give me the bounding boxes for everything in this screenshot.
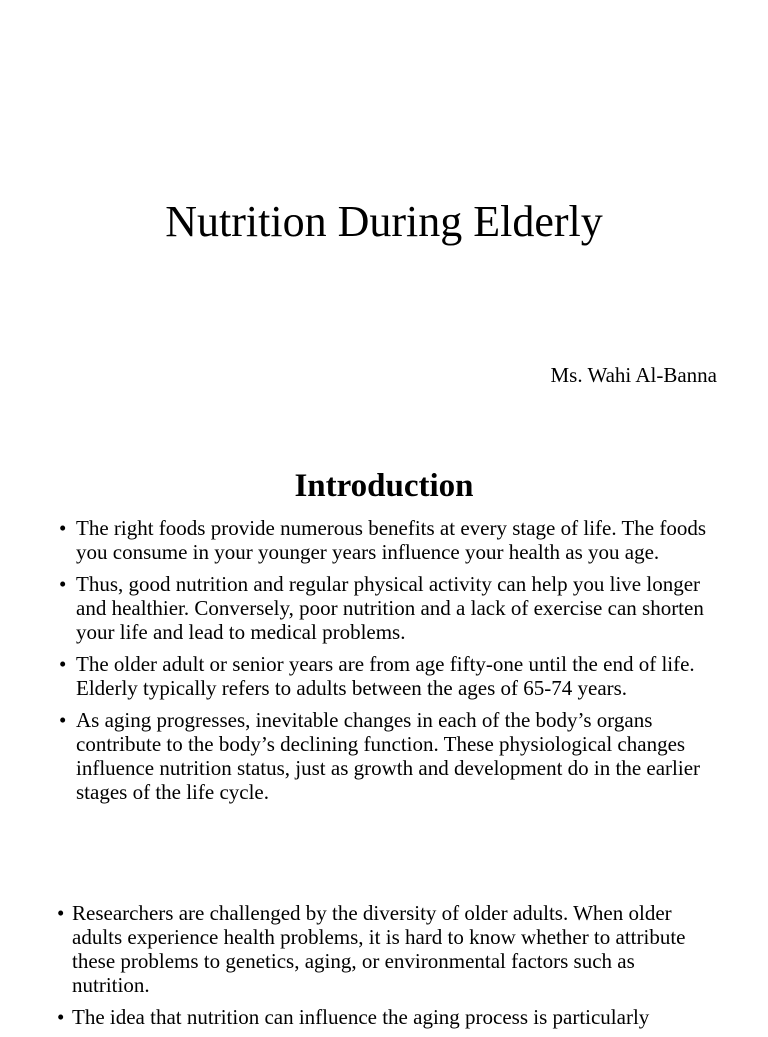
bullet-icon: • [57,1005,65,1029]
bullet-text: Thus, good nutrition and regular physical activity can help you live longer and healthier. Conversely, poor nutrition and a lack of exercise can shorten your life and lead to medical problems. [76,572,704,644]
introduction-slide [0,432,768,864]
bullet-icon: • [59,572,67,596]
bullet-text: As aging progresses, inevitable changes in each of the body’s organs contribute to the body’s declining function. These physiological changes influence nutrition status, just as growth and development do in the earlier stages of the life cycle. [76,708,701,804]
list-item [59,516,719,564]
presentation-title: Nutrition During Elderly [165,197,603,246]
list-item [57,901,717,997]
bullet-icon: • [59,708,67,732]
bullet-text: The idea that nutrition can influence the aging process is particularly [72,1005,650,1029]
bullet-icon: • [57,901,65,925]
author-name: Ms. Wahi Al-Banna [550,363,717,387]
bullet-list [59,516,719,812]
bullet-list [57,901,717,1037]
bullet-icon: • [59,652,67,676]
list-item [57,1005,717,1029]
research-slide [0,864,768,1029]
bullet-icon: • [59,516,67,540]
list-item [59,652,719,700]
list-item [59,572,719,644]
bullet-text: The right foods provide numerous benefits at every stage of life. The foods you consume in your younger years influence your health as you age. [76,516,707,564]
bullet-text: Researchers are challenged by the diversity of older adults. When older adults experience health problems, it is hard to know whether to attribute these problems to genetics, aging, or environmental factors such as nutrition. [72,901,686,997]
slide-heading: Introduction [294,468,474,504]
list-item [59,708,719,804]
bullet-text: The older adult or senior years are from age fifty-one until the end of life. Elderly typically refers to adults between the ages of 65-74 years. [76,652,695,700]
title-slide [0,0,768,432]
